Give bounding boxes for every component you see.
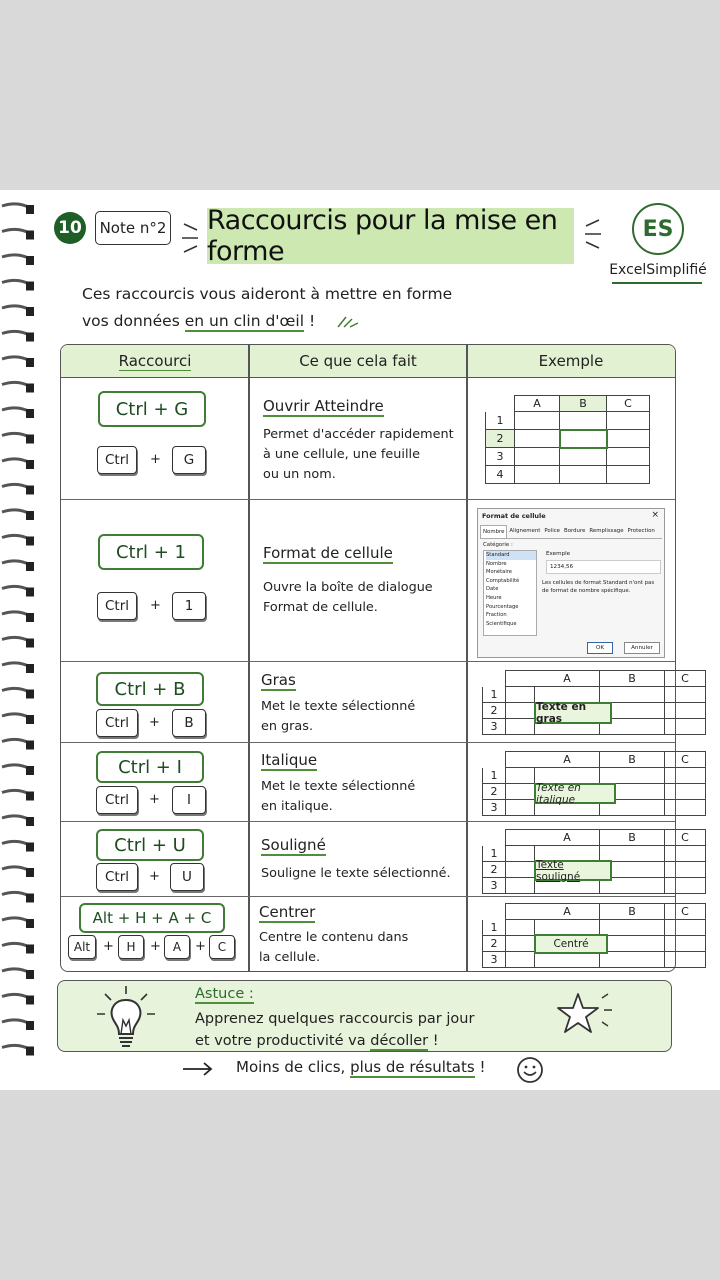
desc-line: Met le texte sélectionné (261, 699, 416, 714)
intro-text (82, 281, 502, 335)
desc-line: la cellule. (259, 950, 321, 965)
shortcut-ctrl-1: Ctrl + 1 (98, 534, 204, 570)
function-desc-format (263, 578, 433, 618)
col-header: A (515, 396, 560, 412)
row-header: 3 (483, 800, 506, 816)
desc-line: Centre le contenu dans (259, 930, 409, 945)
row-divider (61, 896, 675, 897)
key-a: A (164, 935, 190, 959)
category-list[interactable] (483, 550, 537, 636)
shortcut-ctrl-b: Ctrl + B (96, 672, 204, 706)
category-item[interactable]: Fraction (486, 612, 507, 619)
category-label: Catégorie : (483, 542, 513, 548)
title-right-marks-icon (582, 214, 604, 254)
key-ctrl: Ctrl (96, 786, 138, 814)
footer-highlight: plus de résultats (350, 1058, 475, 1076)
example-label: Exemple (546, 551, 571, 557)
col-header: C (665, 904, 706, 920)
note-number-badge: 10 (54, 212, 86, 244)
desc-line: à une cellule, une feuille (263, 447, 420, 462)
row-header: 1 (483, 920, 506, 936)
tab-remplissage[interactable]: Remplissage (589, 528, 624, 534)
note-label: Note n°2 (95, 211, 171, 245)
function-title-gras-text: Gras (261, 671, 296, 689)
key-i: I (172, 786, 206, 814)
dialog-tabs (480, 525, 662, 539)
tip-line-2-start: et votre productivité va (195, 1033, 371, 1049)
desc-line: Format de cellule. (263, 600, 378, 615)
header-raccourci (61, 345, 249, 377)
footer-end: ! (474, 1058, 486, 1076)
row-header: 4 (486, 466, 515, 484)
desc-line: Ouvre la boîte de dialogue (263, 580, 433, 595)
key-h: H (118, 935, 144, 959)
category-item[interactable]: Date (486, 586, 499, 593)
tab-alignement[interactable]: Alignement (509, 528, 541, 534)
sparkle-marks-icon (336, 313, 360, 329)
col-header: A (535, 752, 600, 768)
col-header: C (665, 671, 706, 687)
footer-text (236, 1058, 485, 1076)
key-c: C (209, 935, 235, 959)
plus-sign: + (149, 792, 160, 807)
tip-line-2-end: ! (428, 1033, 439, 1049)
logo-icon: ES (632, 203, 684, 255)
intro-line-2-start: vos données (82, 312, 185, 330)
row-header: 2 (483, 862, 506, 878)
row-header: 1 (486, 412, 515, 430)
intro-highlight: en un clin d'œil (184, 312, 305, 330)
example-center-cell: Centré (534, 934, 608, 954)
tip-line-2 (195, 1030, 474, 1052)
desc-line: en italique. (261, 799, 333, 814)
key-g: G (172, 446, 206, 474)
col-header: B (600, 904, 665, 920)
key-ctrl: Ctrl (97, 446, 137, 474)
row-header: 1 (483, 687, 506, 703)
function-desc-atteindre (263, 425, 454, 485)
logo-name: ExcelSimplifié (609, 262, 707, 278)
tip-line-1: Apprenez quelques raccourcis par jour (195, 1011, 475, 1027)
title-left-marks-icon (180, 218, 202, 258)
key-ctrl: Ctrl (96, 863, 138, 891)
close-icon[interactable]: × (651, 510, 659, 520)
smiley-icon (516, 1056, 544, 1084)
intro-line-2 (82, 308, 502, 335)
shortcut-alt-h-a-c: Alt + H + A + C (79, 903, 225, 933)
tip-label-text: Astuce : (195, 986, 254, 1002)
lightbulb-icon (95, 982, 157, 1048)
col-header: C (607, 396, 650, 412)
row-header: 1 (483, 846, 506, 862)
function-title-format (263, 544, 393, 562)
key-u: U (170, 863, 204, 891)
function-title-atteindre (263, 397, 384, 415)
row-header: 2 (486, 430, 515, 448)
arrow-right-icon (182, 1062, 214, 1076)
logo-underline (612, 282, 702, 284)
plus-sign: + (103, 939, 114, 954)
tab-protection[interactable]: Protection (627, 528, 655, 534)
row-header: 3 (483, 952, 506, 968)
dialog-note: Les cellules de format Standard n'ont pas de format de nombre spécifique. (542, 580, 655, 594)
key-ctrl: Ctrl (97, 592, 137, 620)
tip-label (195, 986, 254, 1002)
col-header: B (600, 752, 665, 768)
function-title-souligne (261, 836, 326, 854)
format-cell-dialog (477, 508, 665, 658)
spiral-binding (0, 196, 36, 1086)
header-exemple: Exemple (538, 352, 604, 370)
tab-nombre[interactable]: Nombre (480, 525, 507, 538)
row-header: 3 (483, 878, 506, 894)
row-divider (61, 499, 675, 500)
col-header: C (665, 830, 706, 846)
row-divider (61, 661, 675, 662)
column-divider (466, 345, 468, 971)
function-desc-italique (261, 777, 415, 817)
category-item[interactable]: Monétaire (486, 569, 512, 576)
desc-line: Met le texte sélectionné (261, 779, 416, 794)
function-title-gras (261, 671, 296, 689)
key-alt: Alt (68, 935, 96, 959)
example-underline-cell: Texte souligné (534, 860, 612, 881)
example-value: 1234,56 (546, 560, 661, 574)
category-item[interactable]: Standard (486, 551, 536, 560)
tip-highlight: décoller (370, 1033, 429, 1049)
col-header: C (665, 752, 706, 768)
row-header: 2 (483, 936, 506, 952)
plus-sign: + (150, 452, 161, 467)
col-header: B (600, 671, 665, 687)
plus-sign: + (195, 939, 206, 954)
page-title: Raccourcis pour la mise en forme (207, 208, 574, 264)
shortcut-ctrl-g: Ctrl + G (98, 391, 206, 427)
desc-line: Permet d'accéder rapidement (263, 427, 454, 442)
intro-line-1: Ces raccourcis vous aideront à mettre en forme (82, 285, 453, 303)
plus-sign: + (149, 869, 160, 884)
function-title-centrer (259, 903, 315, 921)
shortcut-ctrl-i: Ctrl + I (96, 751, 204, 783)
key-b: B (172, 709, 206, 737)
function-title-italique (261, 751, 317, 769)
row-header: 2 (483, 703, 506, 719)
col-header: B (560, 396, 607, 412)
plus-sign: + (150, 939, 161, 954)
column-divider (248, 345, 250, 971)
desc-line: en gras. (261, 719, 314, 734)
tip-text (195, 1008, 474, 1052)
tab-police[interactable]: Police (544, 528, 560, 534)
col-header: A (535, 671, 600, 687)
intro-line-2-end: ! (304, 312, 316, 330)
key-1: 1 (172, 592, 206, 620)
function-title-atteindre-text: Ouvrir Atteindre (263, 397, 384, 415)
row-header: 3 (483, 719, 506, 735)
col-header: A (535, 830, 600, 846)
category-item[interactable]: Heure (486, 594, 502, 601)
row-header: 2 (483, 784, 506, 800)
plus-sign: + (150, 598, 161, 613)
category-item[interactable]: Comptabilité (486, 577, 520, 584)
dialog-title: Format de cellule (482, 512, 546, 520)
col-header: A (535, 904, 600, 920)
cancel-button[interactable]: Annuler (624, 642, 660, 654)
function-title-italique-text: Italique (261, 751, 318, 769)
star-icon (552, 990, 614, 1040)
desc-line: ou un nom. (263, 467, 336, 482)
function-desc-centrer (259, 928, 408, 968)
desc-line: Souligne le texte sélectionné. (261, 866, 451, 881)
category-item[interactable]: Nombre (486, 560, 507, 567)
function-title-format-text: Format de cellule (263, 544, 393, 562)
category-item[interactable]: Pourcentage (486, 603, 519, 610)
example-bold-cell: Texte en gras (534, 702, 612, 724)
key-ctrl: Ctrl (96, 709, 138, 737)
header-raccourci-label: Raccourci (118, 351, 192, 370)
ok-button[interactable]: OK (587, 642, 613, 654)
category-item[interactable]: Scientifique (486, 620, 517, 627)
function-desc-gras (261, 697, 415, 737)
header-description: Ce que cela fait (299, 352, 417, 370)
function-desc-souligne (261, 864, 451, 884)
row-divider (61, 742, 675, 743)
example-grid-goto (485, 395, 650, 484)
row-header: 3 (486, 448, 515, 466)
row-header: 1 (483, 768, 506, 784)
function-title-souligne-text: Souligné (261, 836, 326, 854)
col-header: B (600, 830, 665, 846)
tab-bordure[interactable]: Bordure (564, 528, 586, 534)
footer-start: Moins de clics, (236, 1058, 351, 1076)
plus-sign: + (149, 715, 160, 730)
function-title-centrer-text: Centrer (259, 903, 316, 921)
shortcut-ctrl-u: Ctrl + U (96, 829, 204, 861)
row-divider (61, 821, 675, 822)
example-italic-cell: Texte en italique (534, 783, 616, 804)
